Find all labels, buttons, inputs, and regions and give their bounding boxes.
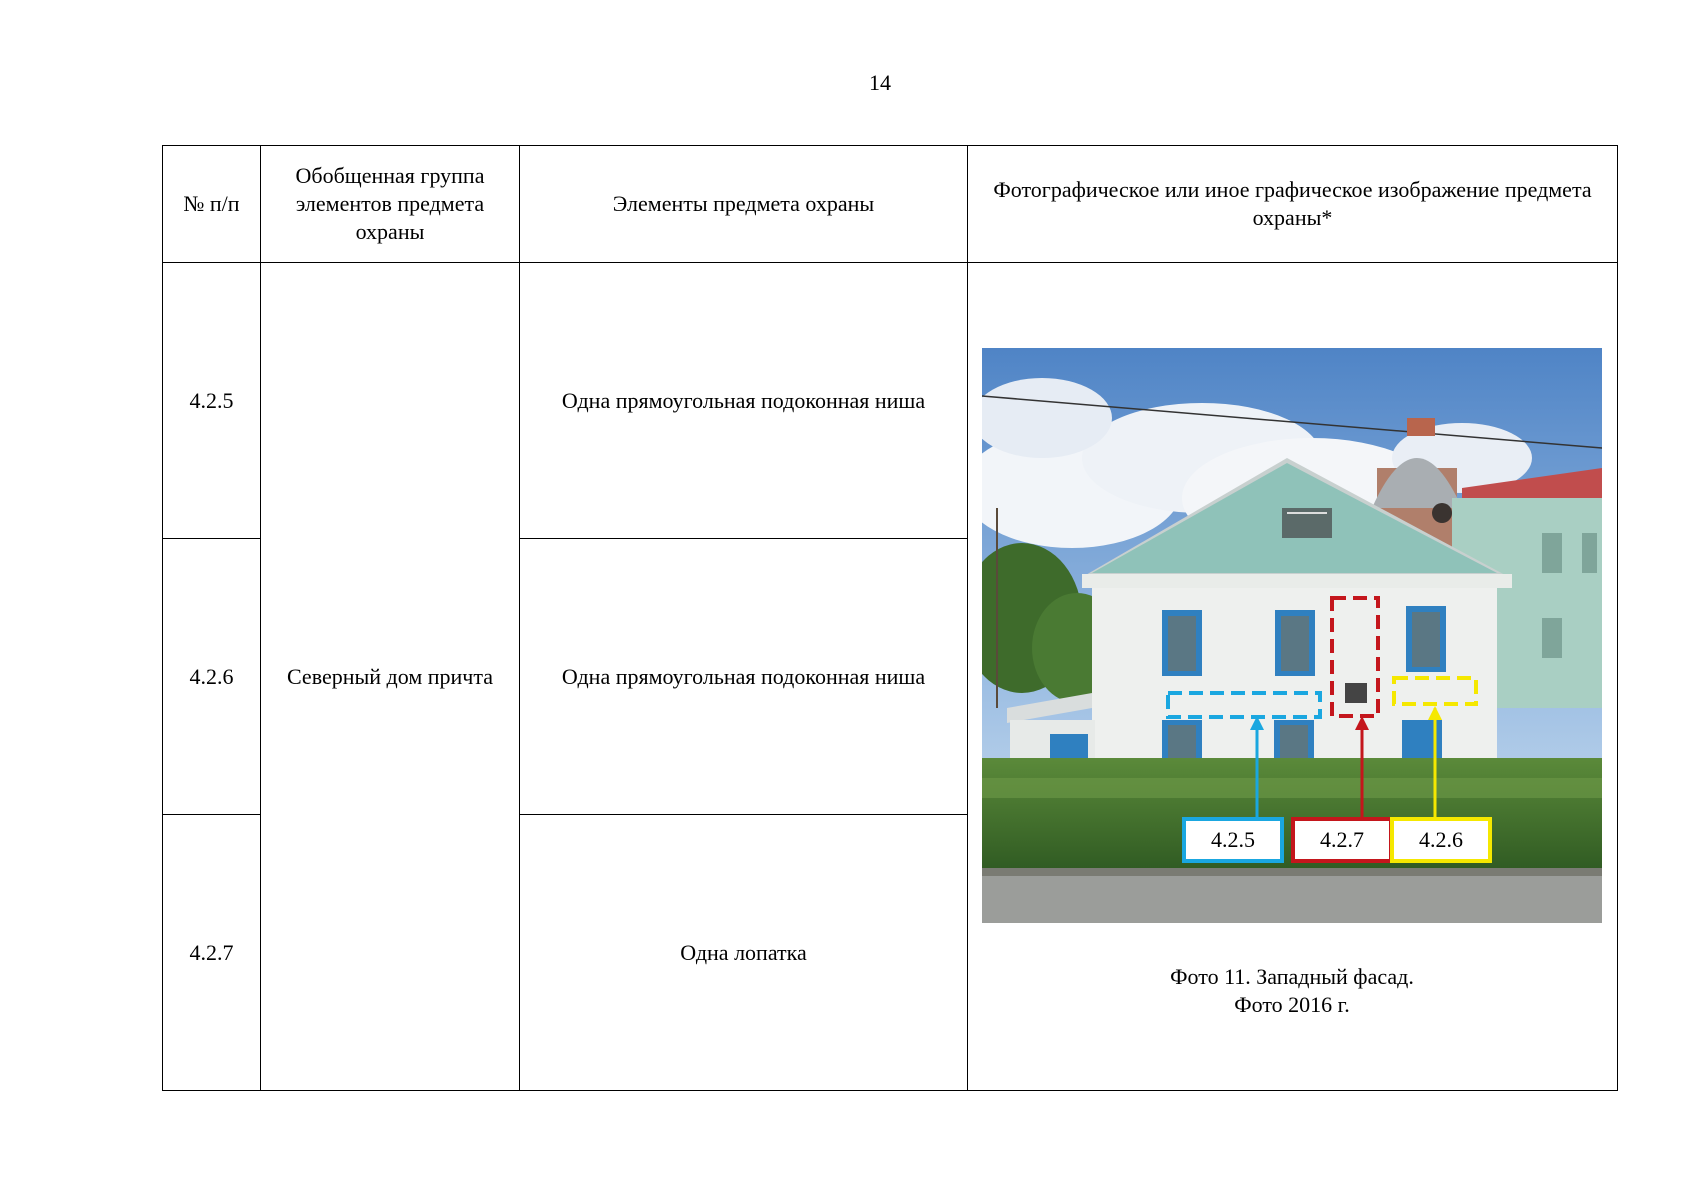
facade-photo: [982, 348, 1602, 923]
page-number: 14: [869, 70, 891, 95]
image-cell: [968, 263, 1618, 1091]
header-num: № п/п: [163, 146, 261, 263]
callout-label: 4.2.5: [1182, 817, 1284, 863]
caption-line: Фото 11. Западный фасад.: [1170, 964, 1414, 989]
callout-label: 4.2.6: [1390, 817, 1492, 863]
group-cell: Северный дом причта: [261, 263, 520, 1091]
caption-line: Фото 2016 г.: [1234, 992, 1350, 1017]
callout-label: 4.2.7: [1291, 817, 1393, 863]
table-row: [163, 263, 1618, 539]
element-cell: Одна прямоугольная подоконная ниша: [520, 263, 968, 539]
header-group: Обобщенная группа элементов предмета охраны: [261, 146, 520, 263]
row-number: 4.2.6: [163, 539, 261, 815]
element-cell: Одна лопатка: [520, 815, 968, 1091]
element-cell: Одна прямоугольная подоконная ниша: [520, 539, 968, 815]
table-header-row: [163, 146, 1618, 263]
protection-table: [162, 145, 1618, 1091]
row-number: 4.2.7: [163, 815, 261, 1091]
header-image: Фотографическое или иное графическое изображение предмета охраны*: [968, 146, 1618, 263]
header-elements: Элементы предмета охраны: [520, 146, 968, 263]
photo-caption: [968, 963, 1616, 1019]
row-number: 4.2.5: [163, 263, 261, 539]
